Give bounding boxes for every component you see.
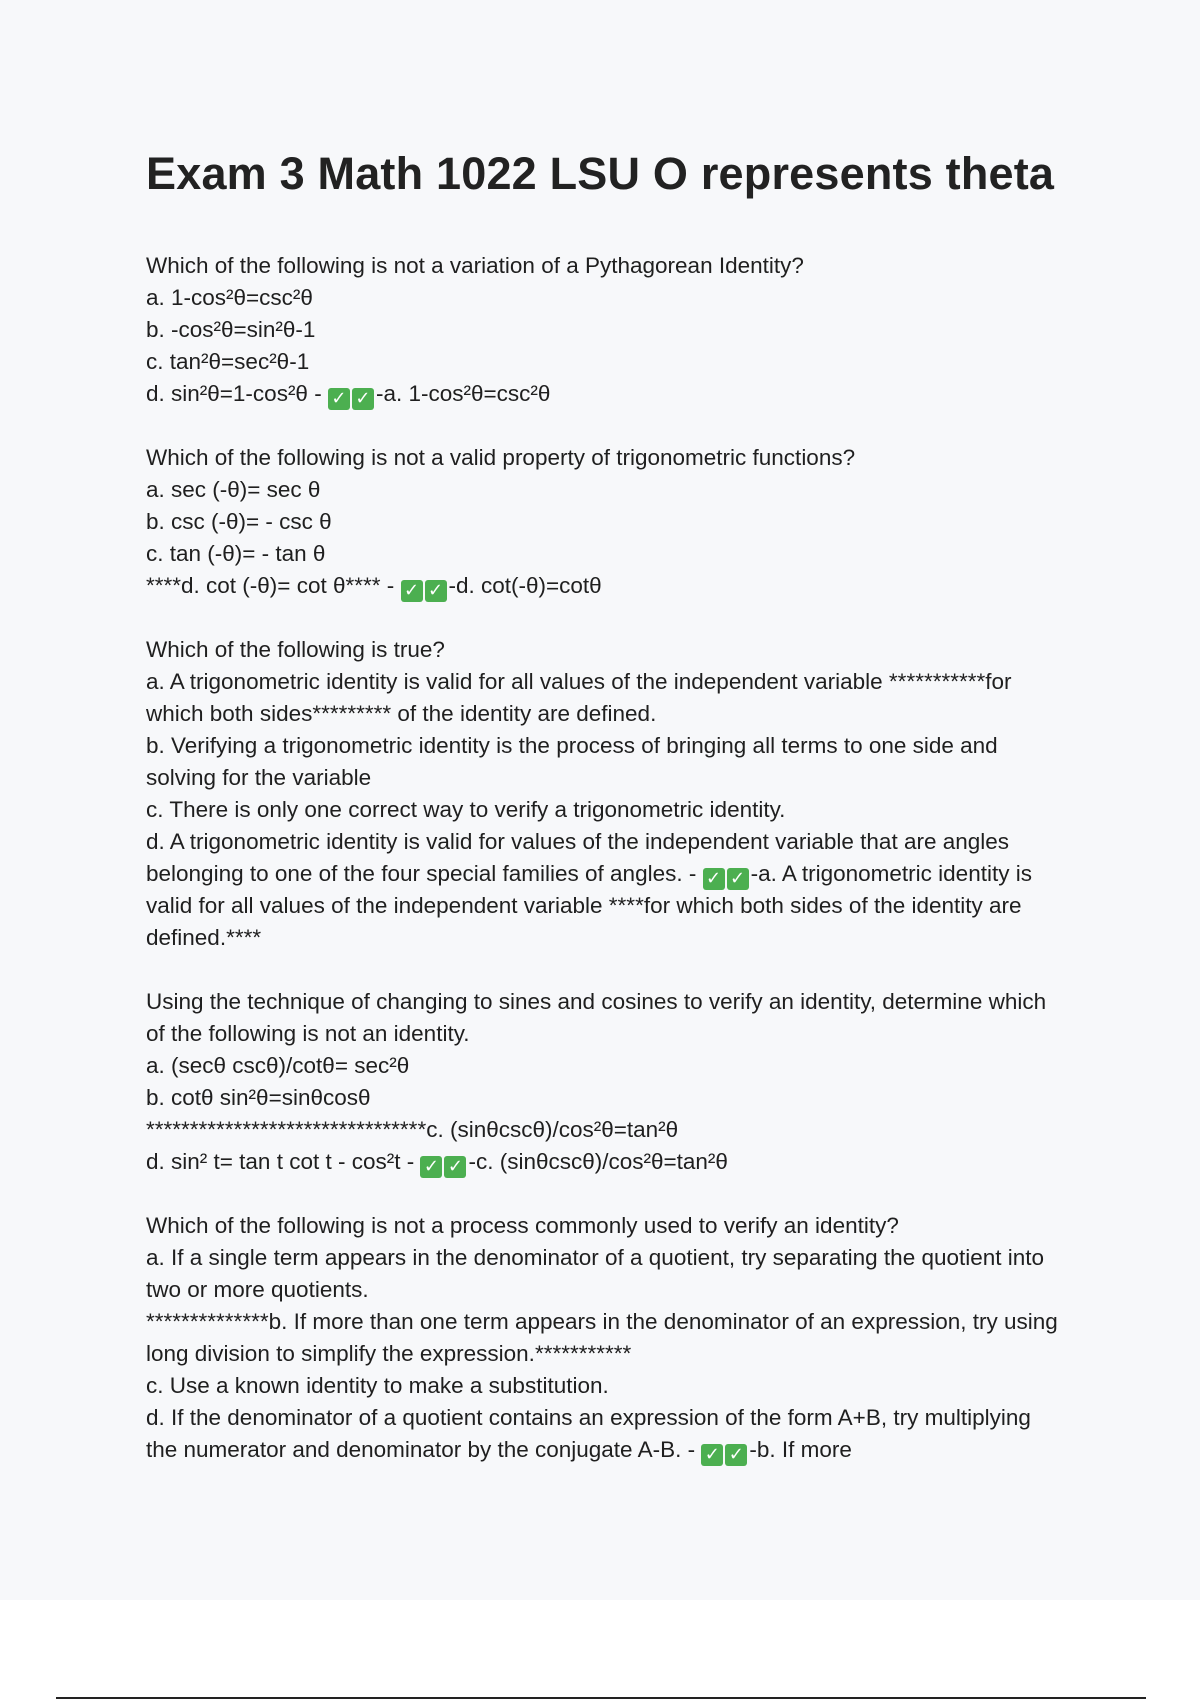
option-d: d. If the denominator of a quotient contains an expression of the form A+B, try multiplying the numerator and denominator by the conjugate A-B. - <box>146 1405 1031 1462</box>
option-d: d. A trigonometric identity is valid for values of the independent variable that are angles belonging to one of the four special families of angles. - <box>146 829 1010 886</box>
check-mark-icon: ✓ <box>701 1444 723 1466</box>
answer-text: -a. 1-cos²θ=csc²θ <box>375 381 551 406</box>
document-content <box>146 140 1066 1498</box>
option-d: d. sin² t= tan t cot t - cos²t - <box>146 1149 421 1174</box>
question-4 <box>146 986 1066 1178</box>
option-b: **************b. If more than one term appears in the denominator of an expression, try using long division to simplify the expression.*********** <box>146 1309 1058 1366</box>
option-c: c. There is only one correct way to verify a trigonometric identity. <box>146 797 786 822</box>
option-d-with-answer <box>146 570 1066 602</box>
check-mark-icon: ✓ <box>425 580 447 602</box>
option-a: a. sec (-θ)= sec θ <box>146 477 321 502</box>
check-mark-icon: ✓ <box>444 1156 466 1178</box>
option-d-with-answer <box>146 826 1066 954</box>
check-mark-icon: ✓ <box>328 388 350 410</box>
check-mark-icon: ✓ <box>703 868 725 890</box>
answer-text: -a. A trigonometric identity is valid for all values of the independent variable ****for which both sides of the identity are defined.**** <box>146 861 1032 950</box>
option-a: a. 1-cos²θ=csc²θ <box>146 285 313 310</box>
question-text: Using the technique of changing to sines and cosines to verify an identity, determine which of the following is not an identity. <box>146 989 1047 1046</box>
check-mark-icon: ✓ <box>352 388 374 410</box>
option-c: c. Use a known identity to make a substitution. <box>146 1373 609 1398</box>
question-2 <box>146 442 1066 602</box>
question-text: Which of the following is not a valid property of trigonometric functions? <box>146 445 856 470</box>
option-a: a. If a single term appears in the denominator of a quotient, try separating the quotient into two or more quotients. <box>146 1245 1045 1302</box>
answer-text: -b. If more <box>749 1437 852 1462</box>
option-c: c. tan (-θ)= - tan θ <box>146 541 326 566</box>
option-d: d. sin²θ=1-cos²θ - <box>146 381 328 406</box>
question-5 <box>146 1210 1066 1466</box>
option-b: b. Verifying a trigonometric identity is the process of bringing all terms to one side and solving for the variable <box>146 733 998 790</box>
option-c: ********************************c. (sinθcscθ)/cos²θ=tan²θ <box>146 1117 679 1142</box>
answer-text: -c. (sinθcscθ)/cos²θ=tan²θ <box>468 1149 728 1174</box>
option-c: c. tan²θ=sec²θ-1 <box>146 349 310 374</box>
question-text: Which of the following is not a variation of a Pythagorean Identity? <box>146 253 804 278</box>
question-text: Which of the following is true? <box>146 637 445 662</box>
option-b: b. cotθ sin²θ=sinθcosθ <box>146 1085 371 1110</box>
question-3 <box>146 634 1066 954</box>
option-b: b. -cos²θ=sin²θ-1 <box>146 317 316 342</box>
option-d-with-answer <box>146 378 1066 410</box>
check-mark-icon: ✓ <box>401 580 423 602</box>
answer-text: -d. cot(-θ)=cotθ <box>448 573 602 598</box>
check-mark-icon: ✓ <box>420 1156 442 1178</box>
option-a: a. A trigonometric identity is valid for all values of the independent variable ***********for which both sides********* of the identity are defined. <box>146 669 1012 726</box>
option-d-with-answer <box>146 1146 1066 1178</box>
option-b: b. csc (-θ)= - csc θ <box>146 509 332 534</box>
document-title: Exam 3 Math 1022 LSU O represents theta <box>146 148 1055 199</box>
question-text: Which of the following is not a process commonly used to verify an identity? <box>146 1213 899 1238</box>
option-d: ****d. cot (-θ)= cot θ**** - <box>146 573 401 598</box>
question-1 <box>146 250 1066 410</box>
page-divider <box>56 1697 1146 1699</box>
check-mark-icon: ✓ <box>727 868 749 890</box>
option-d-with-answer <box>146 1402 1066 1466</box>
option-a: a. (secθ cscθ)/cotθ= sec²θ <box>146 1053 410 1078</box>
check-mark-icon: ✓ <box>725 1444 747 1466</box>
